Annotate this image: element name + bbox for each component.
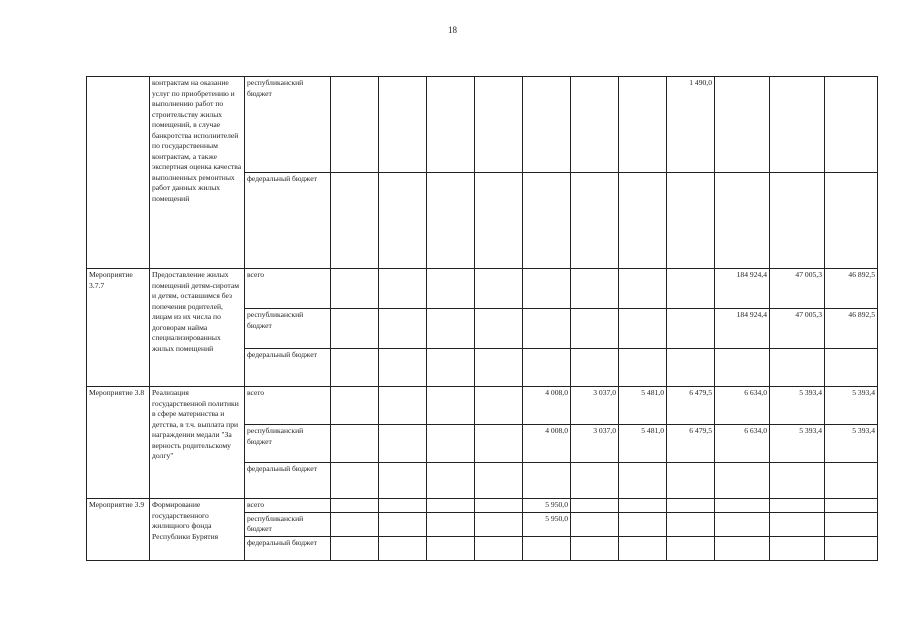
- value-cell: 184 924,4: [715, 309, 770, 349]
- measure-description-cell: Формирование государственного жилищного фонда Республики Бурятия: [150, 499, 245, 561]
- value-cell: [475, 77, 523, 173]
- funding-source-cell: федеральный бюджет: [245, 463, 331, 499]
- value-cell: [427, 349, 475, 387]
- value-cell: 5 481,0: [619, 425, 667, 463]
- value-cell: [667, 536, 715, 560]
- value-cell: [331, 269, 379, 309]
- value-cell: [427, 536, 475, 560]
- value-cell: 5 393,4: [825, 425, 878, 463]
- value-cell: [770, 463, 825, 499]
- value-cell: 5 481,0: [619, 387, 667, 425]
- value-cell: [715, 536, 770, 560]
- value-cell: [667, 309, 715, 349]
- value-cell: [427, 387, 475, 425]
- measure-label-cell: Мероприятие 3.7.7: [87, 269, 150, 387]
- measure-description-cell: контрактам на оказание услуг по приобретению и выполнению работ по строительству жилых помещений, в случае банкротства исполнителей по государственным контрактам, а также экспертная оценка качества выполненных ремонтных работ данных жилых помещений: [150, 77, 245, 269]
- value-cell: [523, 349, 571, 387]
- value-cell: [619, 512, 667, 536]
- funding-source-cell: федеральный бюджет: [245, 173, 331, 269]
- measure-label-cell: Мероприятие 3.9: [87, 499, 150, 561]
- value-cell: [825, 463, 878, 499]
- value-cell: 5 393,4: [770, 387, 825, 425]
- value-cell: [331, 512, 379, 536]
- funding-source-cell: республиканский бюджет: [245, 309, 331, 349]
- value-cell: [523, 536, 571, 560]
- value-cell: [523, 77, 571, 173]
- value-cell: [523, 309, 571, 349]
- table-row: [87, 499, 878, 513]
- value-cell: [379, 77, 427, 173]
- value-cell: [619, 269, 667, 309]
- value-cell: 4 008,0: [523, 425, 571, 463]
- value-cell: [571, 309, 619, 349]
- value-cell: [331, 499, 379, 513]
- value-cell: [571, 173, 619, 269]
- value-cell: 6 479,5: [667, 387, 715, 425]
- value-cell: 3 037,0: [571, 425, 619, 463]
- value-cell: [770, 349, 825, 387]
- value-cell: [379, 499, 427, 513]
- value-cell: [427, 463, 475, 499]
- funding-source-cell: федеральный бюджет: [245, 536, 331, 560]
- table-body: [87, 77, 878, 561]
- value-cell: [715, 499, 770, 513]
- value-cell: 47 005,3: [770, 269, 825, 309]
- value-cell: [571, 463, 619, 499]
- value-cell: [770, 173, 825, 269]
- value-cell: [427, 77, 475, 173]
- value-cell: [667, 499, 715, 513]
- value-cell: [667, 463, 715, 499]
- value-cell: 47 005,3: [770, 309, 825, 349]
- value-cell: [667, 349, 715, 387]
- value-cell: [427, 512, 475, 536]
- measure-description-cell: Предоставление жилых помещений детям-сиротам и детям, оставшимся без попечения родителей, лицам из их числа по договорам найма специализированных жилых помещений: [150, 269, 245, 387]
- value-cell: [667, 269, 715, 309]
- value-cell: [331, 387, 379, 425]
- value-cell: [475, 512, 523, 536]
- value-cell: 5 393,4: [825, 387, 878, 425]
- value-cell: 1 490,0: [667, 77, 715, 173]
- value-cell: [825, 349, 878, 387]
- value-cell: [715, 77, 770, 173]
- funding-source-cell: всего: [245, 499, 331, 513]
- value-cell: [619, 173, 667, 269]
- value-cell: [619, 499, 667, 513]
- value-cell: [825, 512, 878, 536]
- value-cell: [331, 173, 379, 269]
- value-cell: [825, 77, 878, 173]
- value-cell: [379, 309, 427, 349]
- budget-table: [86, 76, 878, 561]
- value-cell: 46 892,5: [825, 269, 878, 309]
- value-cell: [667, 512, 715, 536]
- value-cell: [475, 173, 523, 269]
- value-cell: [379, 536, 427, 560]
- value-cell: 5 393,4: [770, 425, 825, 463]
- value-cell: 46 892,5: [825, 309, 878, 349]
- value-cell: [619, 349, 667, 387]
- funding-source-cell: всего: [245, 269, 331, 309]
- funding-source-cell: республиканский бюджет: [245, 512, 331, 536]
- value-cell: [523, 269, 571, 309]
- value-cell: 184 924,4: [715, 269, 770, 309]
- value-cell: [331, 425, 379, 463]
- value-cell: 6 634,0: [715, 387, 770, 425]
- value-cell: [379, 425, 427, 463]
- value-cell: [825, 499, 878, 513]
- value-cell: [475, 463, 523, 499]
- value-cell: [715, 512, 770, 536]
- value-cell: [427, 499, 475, 513]
- value-cell: [571, 536, 619, 560]
- value-cell: [619, 309, 667, 349]
- table-row: [87, 77, 878, 173]
- value-cell: [770, 77, 825, 173]
- value-cell: [475, 536, 523, 560]
- measure-label-cell: Мероприятие 3.8: [87, 387, 150, 499]
- value-cell: 4 008,0: [523, 387, 571, 425]
- value-cell: [331, 77, 379, 173]
- value-cell: [427, 309, 475, 349]
- value-cell: [619, 536, 667, 560]
- value-cell: [475, 309, 523, 349]
- value-cell: [619, 77, 667, 173]
- value-cell: [331, 463, 379, 499]
- value-cell: [331, 349, 379, 387]
- value-cell: [379, 387, 427, 425]
- measure-description-cell: Реализация государственной политики в сфере материнства и детства, в т.ч. выплата при награждении медали "За верность родительскому долгу": [150, 387, 245, 499]
- value-cell: [427, 269, 475, 309]
- funding-source-cell: республиканский бюджет: [245, 77, 331, 173]
- value-cell: [523, 463, 571, 499]
- value-cell: 5 950,0: [523, 512, 571, 536]
- value-cell: [427, 173, 475, 269]
- value-cell: [667, 173, 715, 269]
- value-cell: 6 479,5: [667, 425, 715, 463]
- value-cell: [571, 77, 619, 173]
- value-cell: [571, 499, 619, 513]
- value-cell: [825, 173, 878, 269]
- value-cell: [475, 269, 523, 309]
- value-cell: [715, 349, 770, 387]
- value-cell: [715, 463, 770, 499]
- value-cell: [331, 536, 379, 560]
- value-cell: [379, 463, 427, 499]
- value-cell: [523, 173, 571, 269]
- value-cell: [770, 536, 825, 560]
- value-cell: [770, 499, 825, 513]
- value-cell: [619, 463, 667, 499]
- value-cell: [475, 349, 523, 387]
- value-cell: [770, 512, 825, 536]
- funding-source-cell: всего: [245, 387, 331, 425]
- value-cell: [475, 387, 523, 425]
- value-cell: [475, 499, 523, 513]
- value-cell: [379, 349, 427, 387]
- value-cell: [475, 425, 523, 463]
- value-cell: [825, 536, 878, 560]
- value-cell: [427, 425, 475, 463]
- funding-source-cell: республиканский бюджет: [245, 425, 331, 463]
- value-cell: [571, 512, 619, 536]
- value-cell: 3 037,0: [571, 387, 619, 425]
- funding-source-cell: федеральный бюджет: [245, 349, 331, 387]
- table-row: [87, 387, 878, 425]
- value-cell: [715, 173, 770, 269]
- page-number: 18: [448, 25, 457, 35]
- measure-label-cell: [87, 77, 150, 269]
- value-cell: 5 950,0: [523, 499, 571, 513]
- value-cell: 6 634,0: [715, 425, 770, 463]
- value-cell: [379, 173, 427, 269]
- value-cell: [379, 512, 427, 536]
- table-row: [87, 269, 878, 309]
- value-cell: [571, 269, 619, 309]
- value-cell: [571, 349, 619, 387]
- value-cell: [379, 269, 427, 309]
- value-cell: [331, 309, 379, 349]
